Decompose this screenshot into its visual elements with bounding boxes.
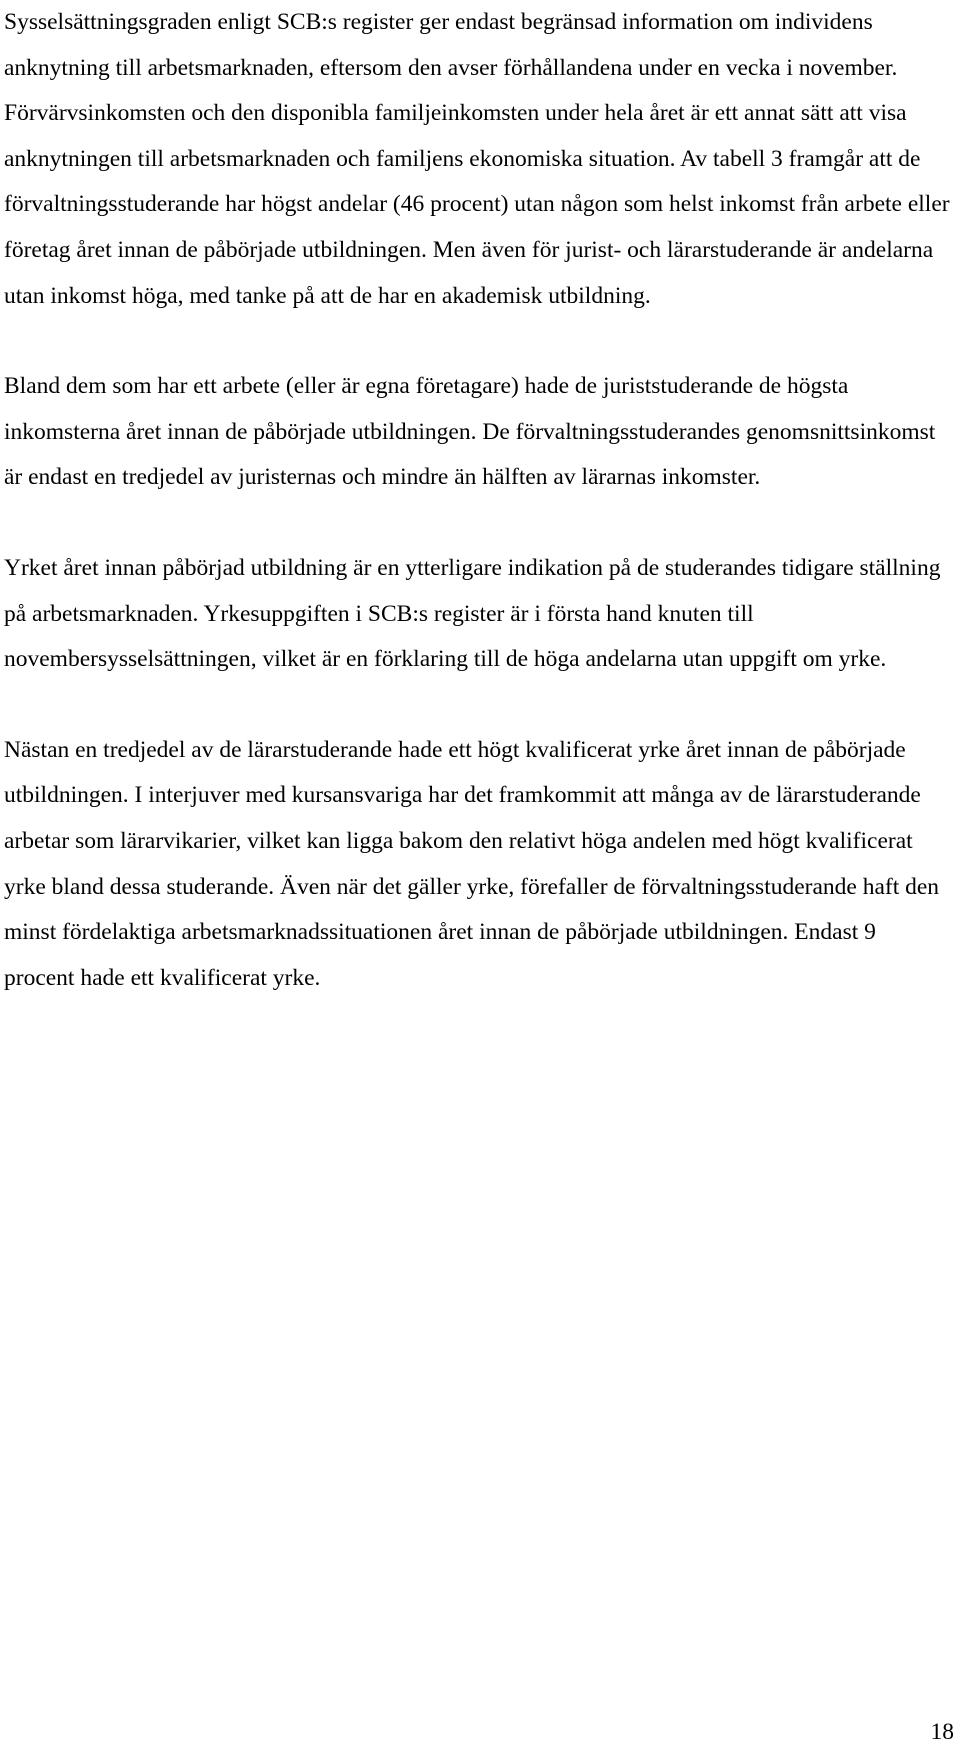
paragraph-employment-income: Sysselsättningsgraden enligt SCB:s register ger endast begränsad information om individens anknytning till arbetsmarknaden, eftersom den avser förhållandena under en vecka i november. Förvärvsinkomsten och den disponibla familjeinkomsten under hela året är ett annat sätt att visa anknytningen till arbetsmarknaden och familjens ekonomiska situation. Av tabell 3 framgår att de förvaltningsstuderande har högst andelar (46 procent) utan någon som helst inkomst från arbete eller företag året innan de påbörjade utbildningen. Men även för jurist- och lärarstuderande är andelarna utan inkomst höga, med tanke på att de har en akademisk utbildning. — [4, 9, 950, 309]
page-number: 18 — [930, 1719, 954, 1745]
paragraph-qualified-occupation: Nästan en tredjedel av de lärarstuderande hade ett högt kvalificerat yrke året innan de påbörjade utbildningen. I interjuver med kursansvariga har det framkommit att många av de lärarstuderande arbetar som lärarvikarier, vilket kan ligga bakom den relativt höga andelen med högt kvalificerat yrke bland dessa studerande. Även när det gäller yrke, förefaller de förvaltningsstuderande haft den minst fördelaktiga arbetsmarknadssituationen året innan de påbörjade utbildningen. Endast 9 procent hade ett kvalificerat yrke. — [4, 736, 940, 991]
document-body — [4, 0, 950, 1001]
paragraph-highest-incomes: Bland dem som har ett arbete (eller är egna företagare) hade de juriststuderande de högsta inkomsterna året innan de påbörjade utbildningen. De förvaltningsstuderandes genomsnittsinkomst är endast en tredjedel av juristernas och mindre än hälften av lärarnas inkomster. — [4, 373, 936, 491]
paragraph-occupation-indicator: Yrket året innan påbörjad utbildning är en ytterligare indikation på de studerandes tidigare ställning på arbetsmarknaden. Yrkesuppgiften i SCB:s register är i första hand knuten till novembersysselsättningen, vilket är en förklaring till de höga andelarna utan uppgift om yrke. — [4, 554, 941, 673]
